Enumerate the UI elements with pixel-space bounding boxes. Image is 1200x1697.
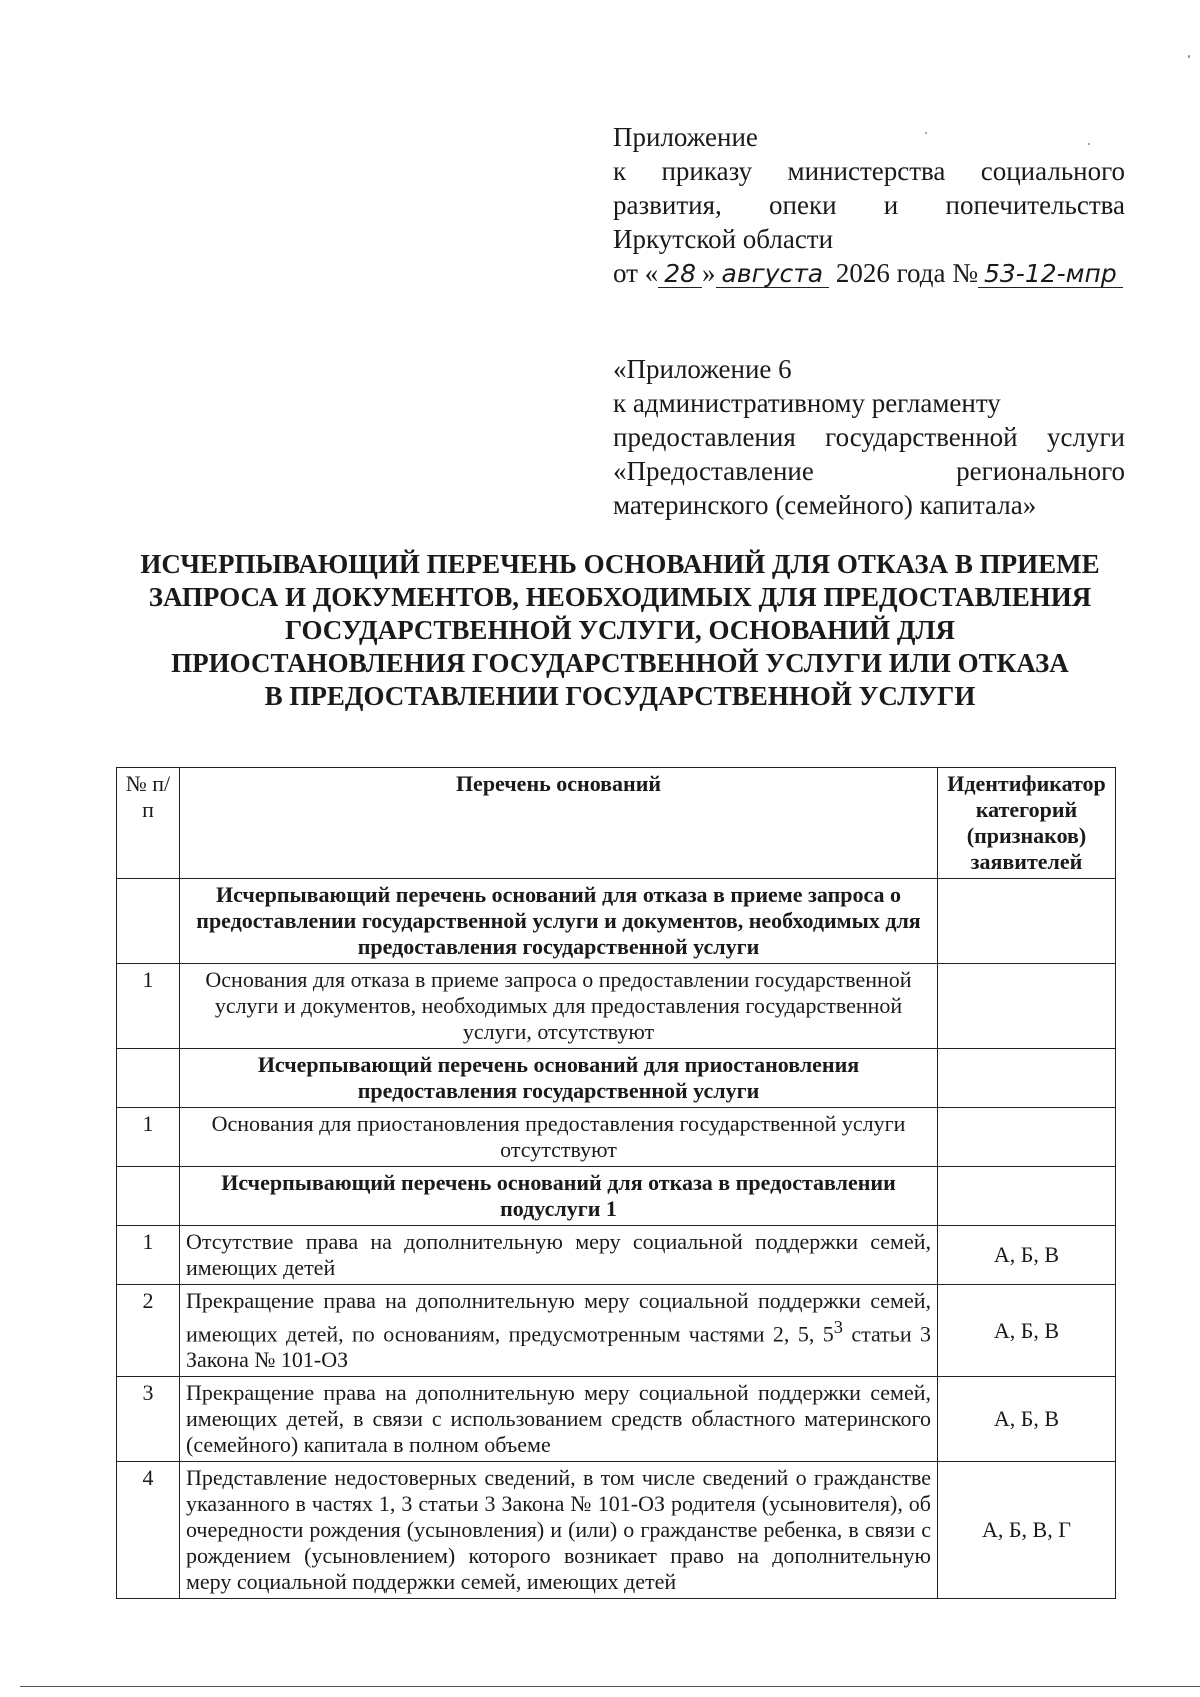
row-num: 3 [117,1377,180,1462]
annex-line-2: к административному регламенту [613,388,1001,418]
title-line-3: ГОСУДАРСТВЕННОЙ УСЛУГИ, ОСНОВАНИЙ ДЛЯ [284,615,956,645]
row-category: А, Б, В [938,1226,1116,1285]
section-row [117,1049,1116,1108]
header-list: Перечень оснований [180,768,938,879]
table-row [117,1377,1116,1462]
section-num-empty [117,879,180,964]
section-heading-1: Исчерпывающий перечень оснований для отказа в приеме запроса о предоставлении государственной услуги и документов, необходимых для предоставления государственной услуги [180,879,938,964]
row-num: 2 [117,1285,180,1377]
annex-line-4: «Предоставление регионального [613,456,1125,486]
header-num: № п/п [117,768,180,879]
order-annex-header [613,120,1125,290]
row-text: Основания для отказа в приеме запроса о предоставлении государственной услуги и документов, необходимых для предоставления государственной услуги, отсутствуют [180,964,938,1049]
row-num: 1 [117,1226,180,1285]
annex-line-1: «Приложение 6 [613,354,792,384]
date-month-handwritten: августа [716,261,830,288]
section-cat-empty [938,879,1116,964]
scan-edge-line [20,1686,1200,1687]
row-cat-empty [938,964,1116,1049]
section-row [117,879,1116,964]
row-text: Основания для приостановления предоставления государственной услуги отсутствуют [180,1108,938,1167]
scan-speck [1088,143,1090,145]
table-row [117,964,1116,1049]
table-header-row [117,768,1116,879]
row-text-part-b: статьи 3 Закона № 101-ОЗ [186,1321,931,1373]
section-num-empty [117,1049,180,1108]
row-text-part-a: Прекращение права на дополнительную меру социальной поддержки семей, имеющих детей, по основаниям, предусмотренным частями 2, 5, 5 [186,1288,931,1347]
header-category: Идентификатор категорий (признаков) заявителей [938,768,1116,879]
section-heading-3: Исчерпывающий перечень оснований для отказа в предоставлении подуслуги 1 [180,1167,938,1226]
row-cat-empty [938,1108,1116,1167]
row-category: А, Б, В [938,1377,1116,1462]
annex-line-5: материнского (семейного) капитала» [613,490,1037,520]
header-line-4: Иркутской области [613,224,834,254]
section-cat-empty [938,1049,1116,1108]
table-row [117,1108,1116,1167]
regulation-annex-header [613,352,1125,522]
table-row [117,1285,1116,1377]
header-line-2: к приказу министерства социального [613,156,1125,186]
section-heading-2: Исчерпывающий перечень оснований для приостановления предоставления государственной услуги [180,1049,938,1108]
row-text: Представление недостоверных сведений, в том числе сведений о гражданстве указанного в частях 1, 3 статьи 3 Закона № 101-ОЗ родителя (усыновителя), об очередности рождения (усыновления) и (или) о гражданстве ребенка, в связи с рождением (усыновлением) которого возникает право на дополнительную меру социальной поддержки семей, имеющих детей [180,1462,938,1599]
annex-line-3: предоставления государственной услуги [613,422,1125,452]
title-line-5: В ПРЕДОСТАВЛЕНИИ ГОСУДАРСТВЕННОЙ УСЛУГИ [264,681,976,711]
header-line-3: развития, опеки и попечительства [613,190,1125,220]
title-line-1: ИСЧЕРПЫВАЮЩИЙ ПЕРЕЧЕНЬ ОСНОВАНИЙ ДЛЯ ОТКАЗА В ПРИЕМЕ [140,549,1100,579]
date-year: 2026 года № [835,258,978,288]
header-date-line [613,256,1125,290]
section-row [117,1167,1116,1226]
table-row [117,1226,1116,1285]
row-num: 1 [117,964,180,1049]
table-row [117,1462,1116,1599]
scan-speck [1188,55,1190,58]
title-line-2: ЗАПРОСА И ДОКУМЕНТОВ, НЕОБХОДИМЫХ ДЛЯ ПРЕДОСТАВЛЕНИЯ [148,582,1092,612]
date-mid: » [702,258,716,288]
scan-speck [925,132,927,134]
section-num-empty [117,1167,180,1226]
section-cat-empty [938,1167,1116,1226]
grounds-table [116,767,1116,1599]
row-category: А, Б, В, Г [938,1462,1116,1599]
row-category: А, Б, В [938,1285,1116,1377]
row-text: Отсутствие права на дополнительную меру социальной поддержки семей, имеющих детей [180,1226,938,1285]
title-line-4: ПРИОСТАНОВЛЕНИЯ ГОСУДАРСТВЕННОЙ УСЛУГИ ИЛИ ОТКАЗА [171,648,1069,678]
header-line-1: Приложение [613,122,758,152]
date-prefix: от « [613,258,659,288]
row-num: 1 [117,1108,180,1167]
row-num: 4 [117,1462,180,1599]
row-text: Прекращение права на дополнительную меру социальной поддержки семей, имеющих детей, в связи с использованием средств областного материнского (семейного) капитала в полном объеме [180,1377,938,1462]
row-text [180,1285,938,1377]
date-day-handwritten: 28 [658,261,702,288]
doc-number-handwritten: 53-12-мпр [978,261,1123,288]
document-title [100,548,1140,713]
row-text-superscript: 3 [833,1317,843,1337]
